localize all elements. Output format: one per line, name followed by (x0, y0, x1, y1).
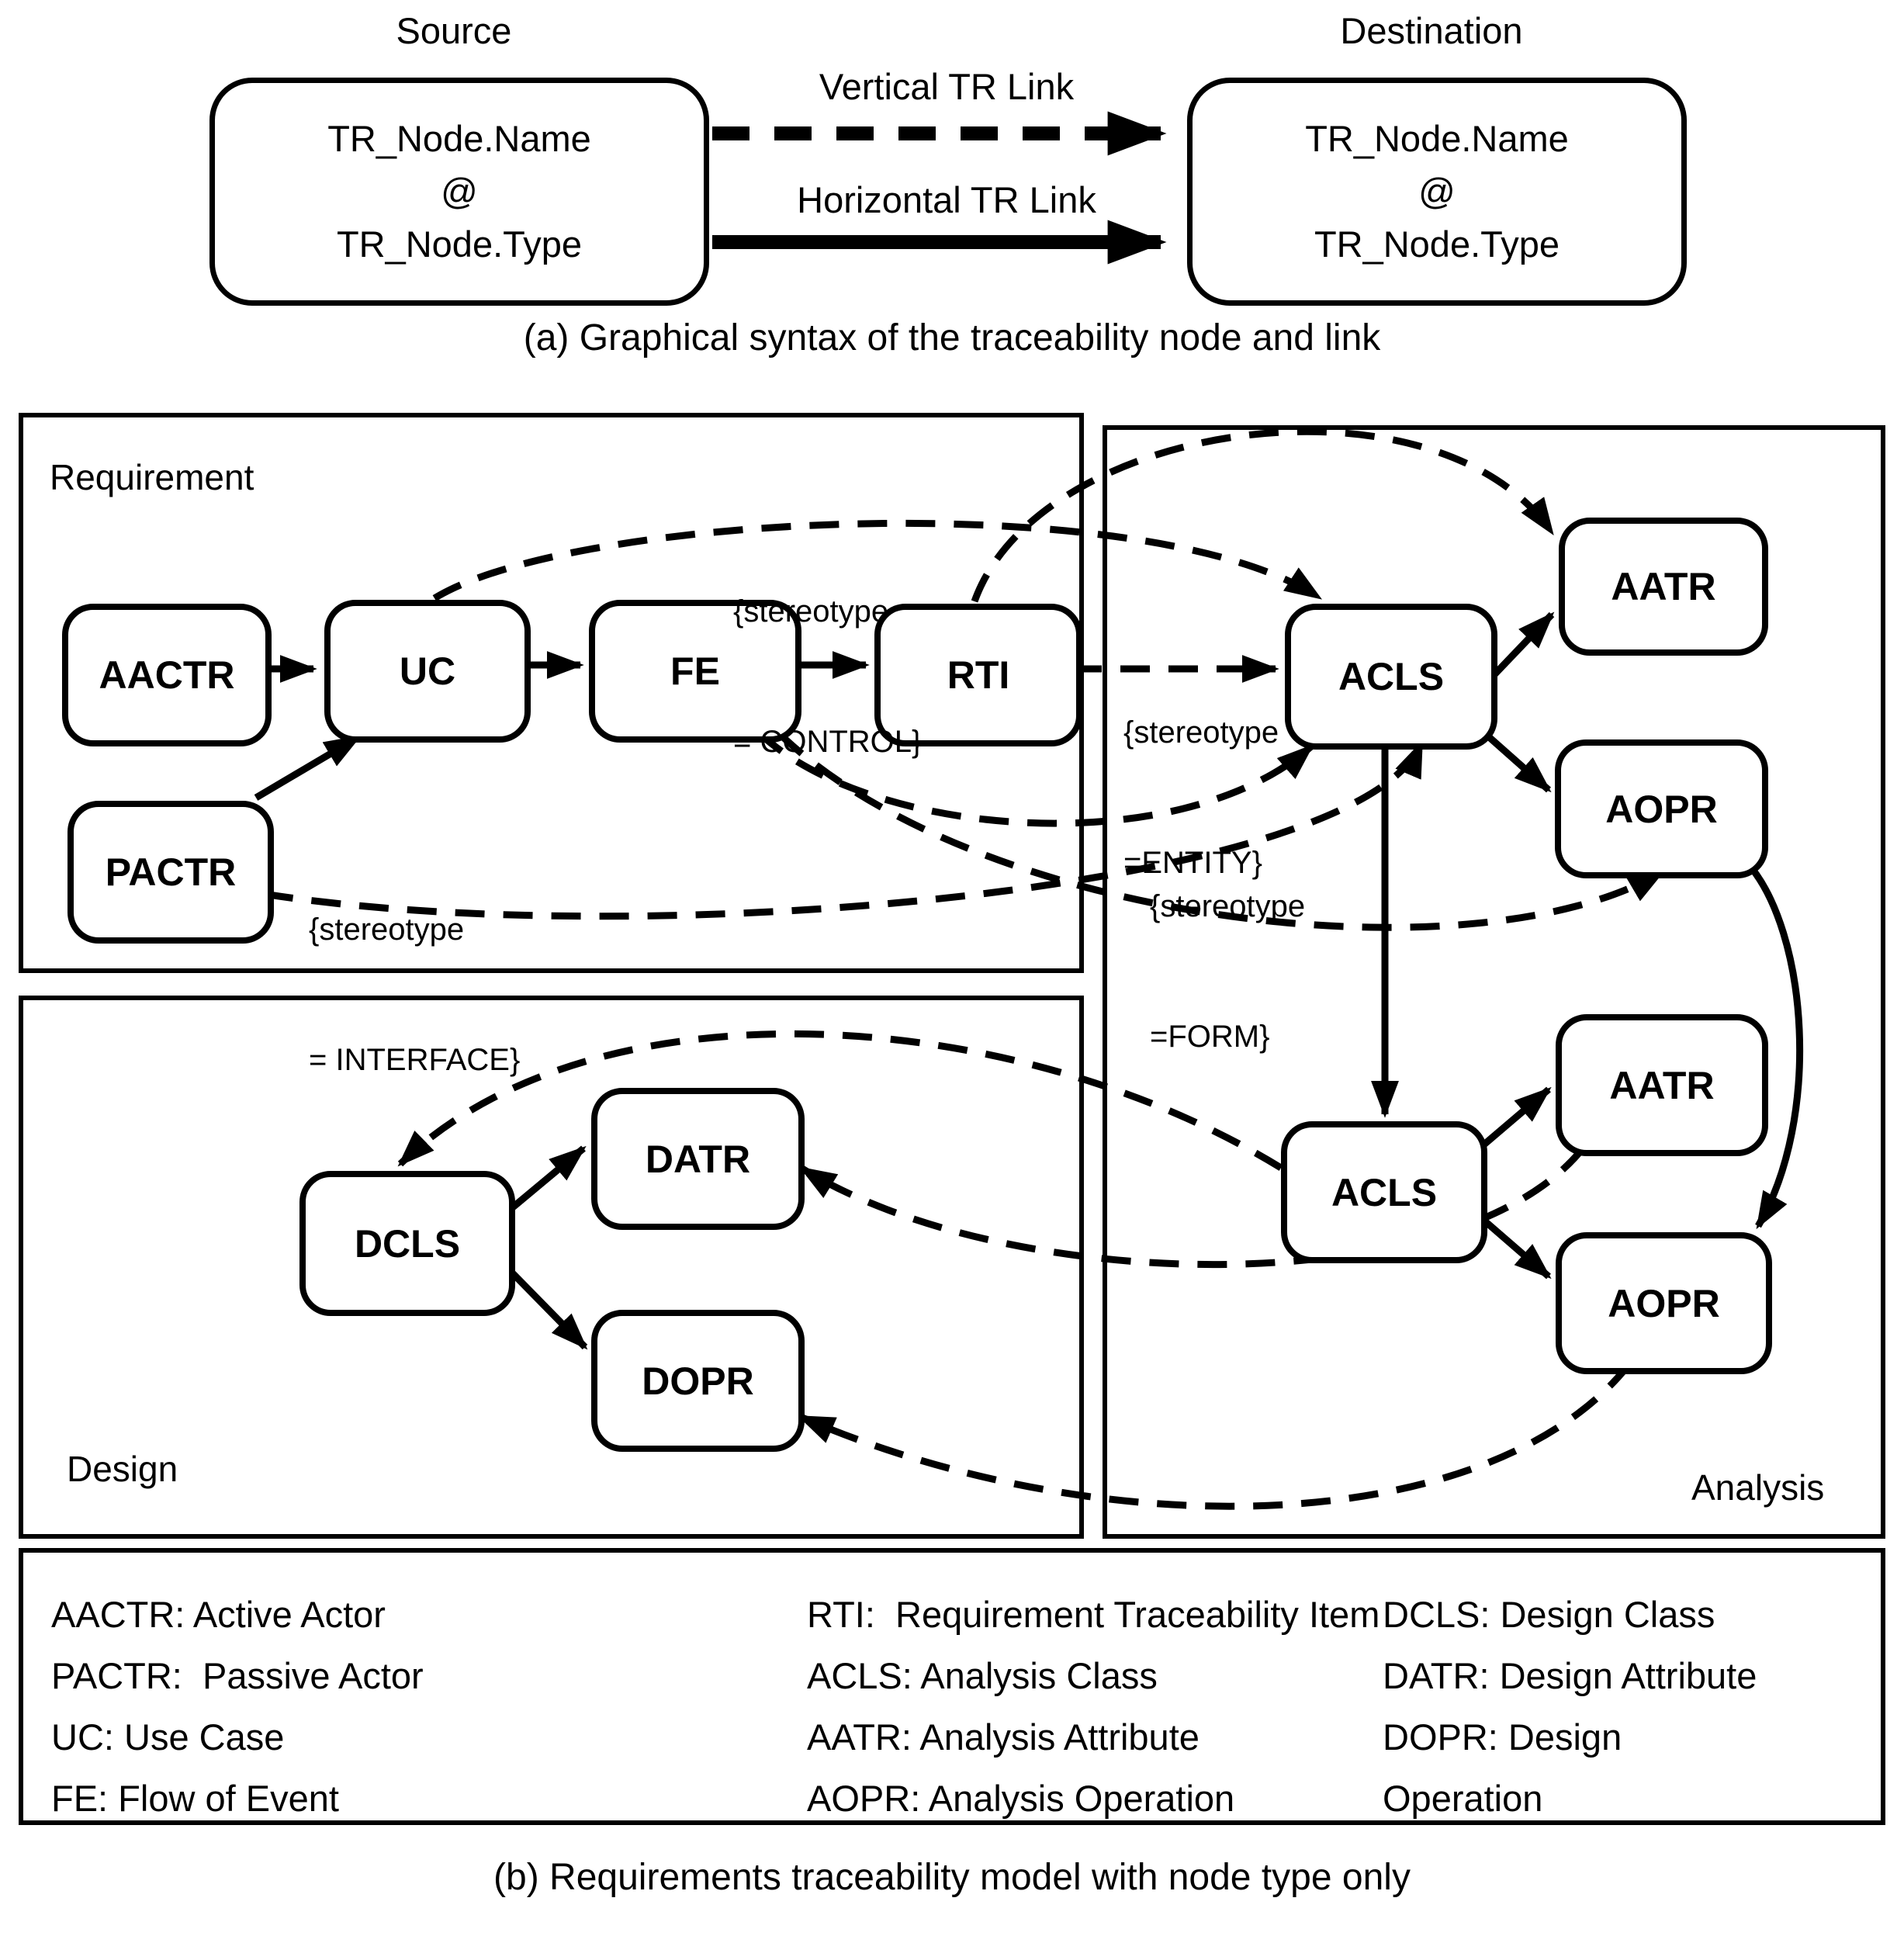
caption-a: (a) Graphical syntax of the traceability node and link (523, 317, 1381, 358)
legend-item-aactr: AACTR: Active Actor (51, 1594, 386, 1635)
node-aatr-upper: AATR (1559, 518, 1768, 656)
stereotype-entity-line1: {stereotype (1123, 715, 1279, 750)
stereotype-control-line2: = CONTROL} (733, 725, 923, 759)
source-node-name: TR_Node.Name (327, 118, 591, 159)
source-label: Source (396, 10, 512, 51)
destination-node-type: TR_Node.Type (1314, 223, 1560, 265)
stereotype-form-label (1150, 798, 1305, 1145)
node-aopr-upper: AOPR (1555, 739, 1768, 878)
destination-label: Destination (1340, 10, 1523, 51)
stereotype-interface-label (309, 821, 520, 1169)
edge-acls-upper-aopr-upper (1480, 729, 1549, 790)
legend-item-dcls: DCLS: Design Class (1383, 1594, 1715, 1635)
legend-item-rti: RTI: Requirement Traceability Item (807, 1594, 1380, 1635)
legend-item-uc: UC: Use Case (51, 1716, 285, 1758)
destination-node-at: @ (1418, 171, 1456, 212)
legend-item-pactr: PACTR: Passive Actor (51, 1655, 424, 1696)
horizontal-tr-link-label: Horizontal TR Link (797, 179, 1096, 220)
stereotype-form-line1: {stereotype (1150, 889, 1306, 923)
stereotype-interface-line2: = INTERFACE} (309, 1043, 521, 1077)
requirement-region-label: Requirement (50, 457, 254, 497)
node-aactr: AACTR (62, 604, 272, 746)
legend-item-fe: FE: Flow of Event (51, 1778, 339, 1819)
stereotype-form-line2: =FORM} (1150, 1020, 1270, 1054)
stereotype-control-label (733, 503, 922, 850)
node-fe: FE (589, 600, 801, 743)
stereotype-entity-line2: =ENTITY} (1123, 846, 1262, 880)
legend-item-dopr-cont: Operation (1383, 1778, 1543, 1819)
node-pactr: PACTR (68, 801, 274, 944)
node-acls-upper: ACLS (1285, 604, 1497, 750)
edge-aopr-lower-dopr (801, 1364, 1629, 1506)
destination-node-name: TR_Node.Name (1305, 118, 1569, 159)
edge-acls-lower-dcls (400, 1034, 1281, 1168)
edge-rti-aatr-upper (975, 431, 1552, 601)
node-uc: UC (324, 600, 531, 743)
legend-item-aatr: AATR: Analysis Attribute (807, 1716, 1200, 1758)
node-aopr-lower: AOPR (1556, 1232, 1772, 1374)
legend-item-datr: DATR: Design Attribute (1383, 1655, 1757, 1696)
legend-item-dopr: DOPR: Design (1383, 1716, 1622, 1758)
source-node-type: TR_Node.Type (336, 223, 583, 265)
legend-item-aopr: AOPR: Analysis Operation (807, 1778, 1235, 1819)
node-dopr: DOPR (591, 1310, 805, 1452)
edge-pactr-uc (256, 737, 358, 798)
design-region-label: Design (67, 1449, 178, 1489)
node-rti: RTI (874, 604, 1082, 746)
edge-dcls-dopr (504, 1265, 585, 1347)
stereotype-control-line1: {stereotype (733, 594, 889, 629)
caption-b: (b) Requirements traceability model with node type only (493, 1857, 1411, 1898)
node-datr: DATR (591, 1088, 805, 1230)
vertical-tr-link-label: Vertical TR Link (819, 66, 1075, 107)
source-node-at: @ (441, 171, 478, 212)
legend-item-acls: ACLS: Analysis Class (807, 1655, 1158, 1696)
node-aatr-lower: AATR (1556, 1014, 1768, 1156)
node-acls-lower: ACLS (1281, 1121, 1487, 1263)
analysis-region-label: Analysis (1691, 1467, 1825, 1508)
stereotype-interface-line1: {stereotype (309, 913, 465, 947)
node-dcls: DCLS (299, 1171, 515, 1316)
